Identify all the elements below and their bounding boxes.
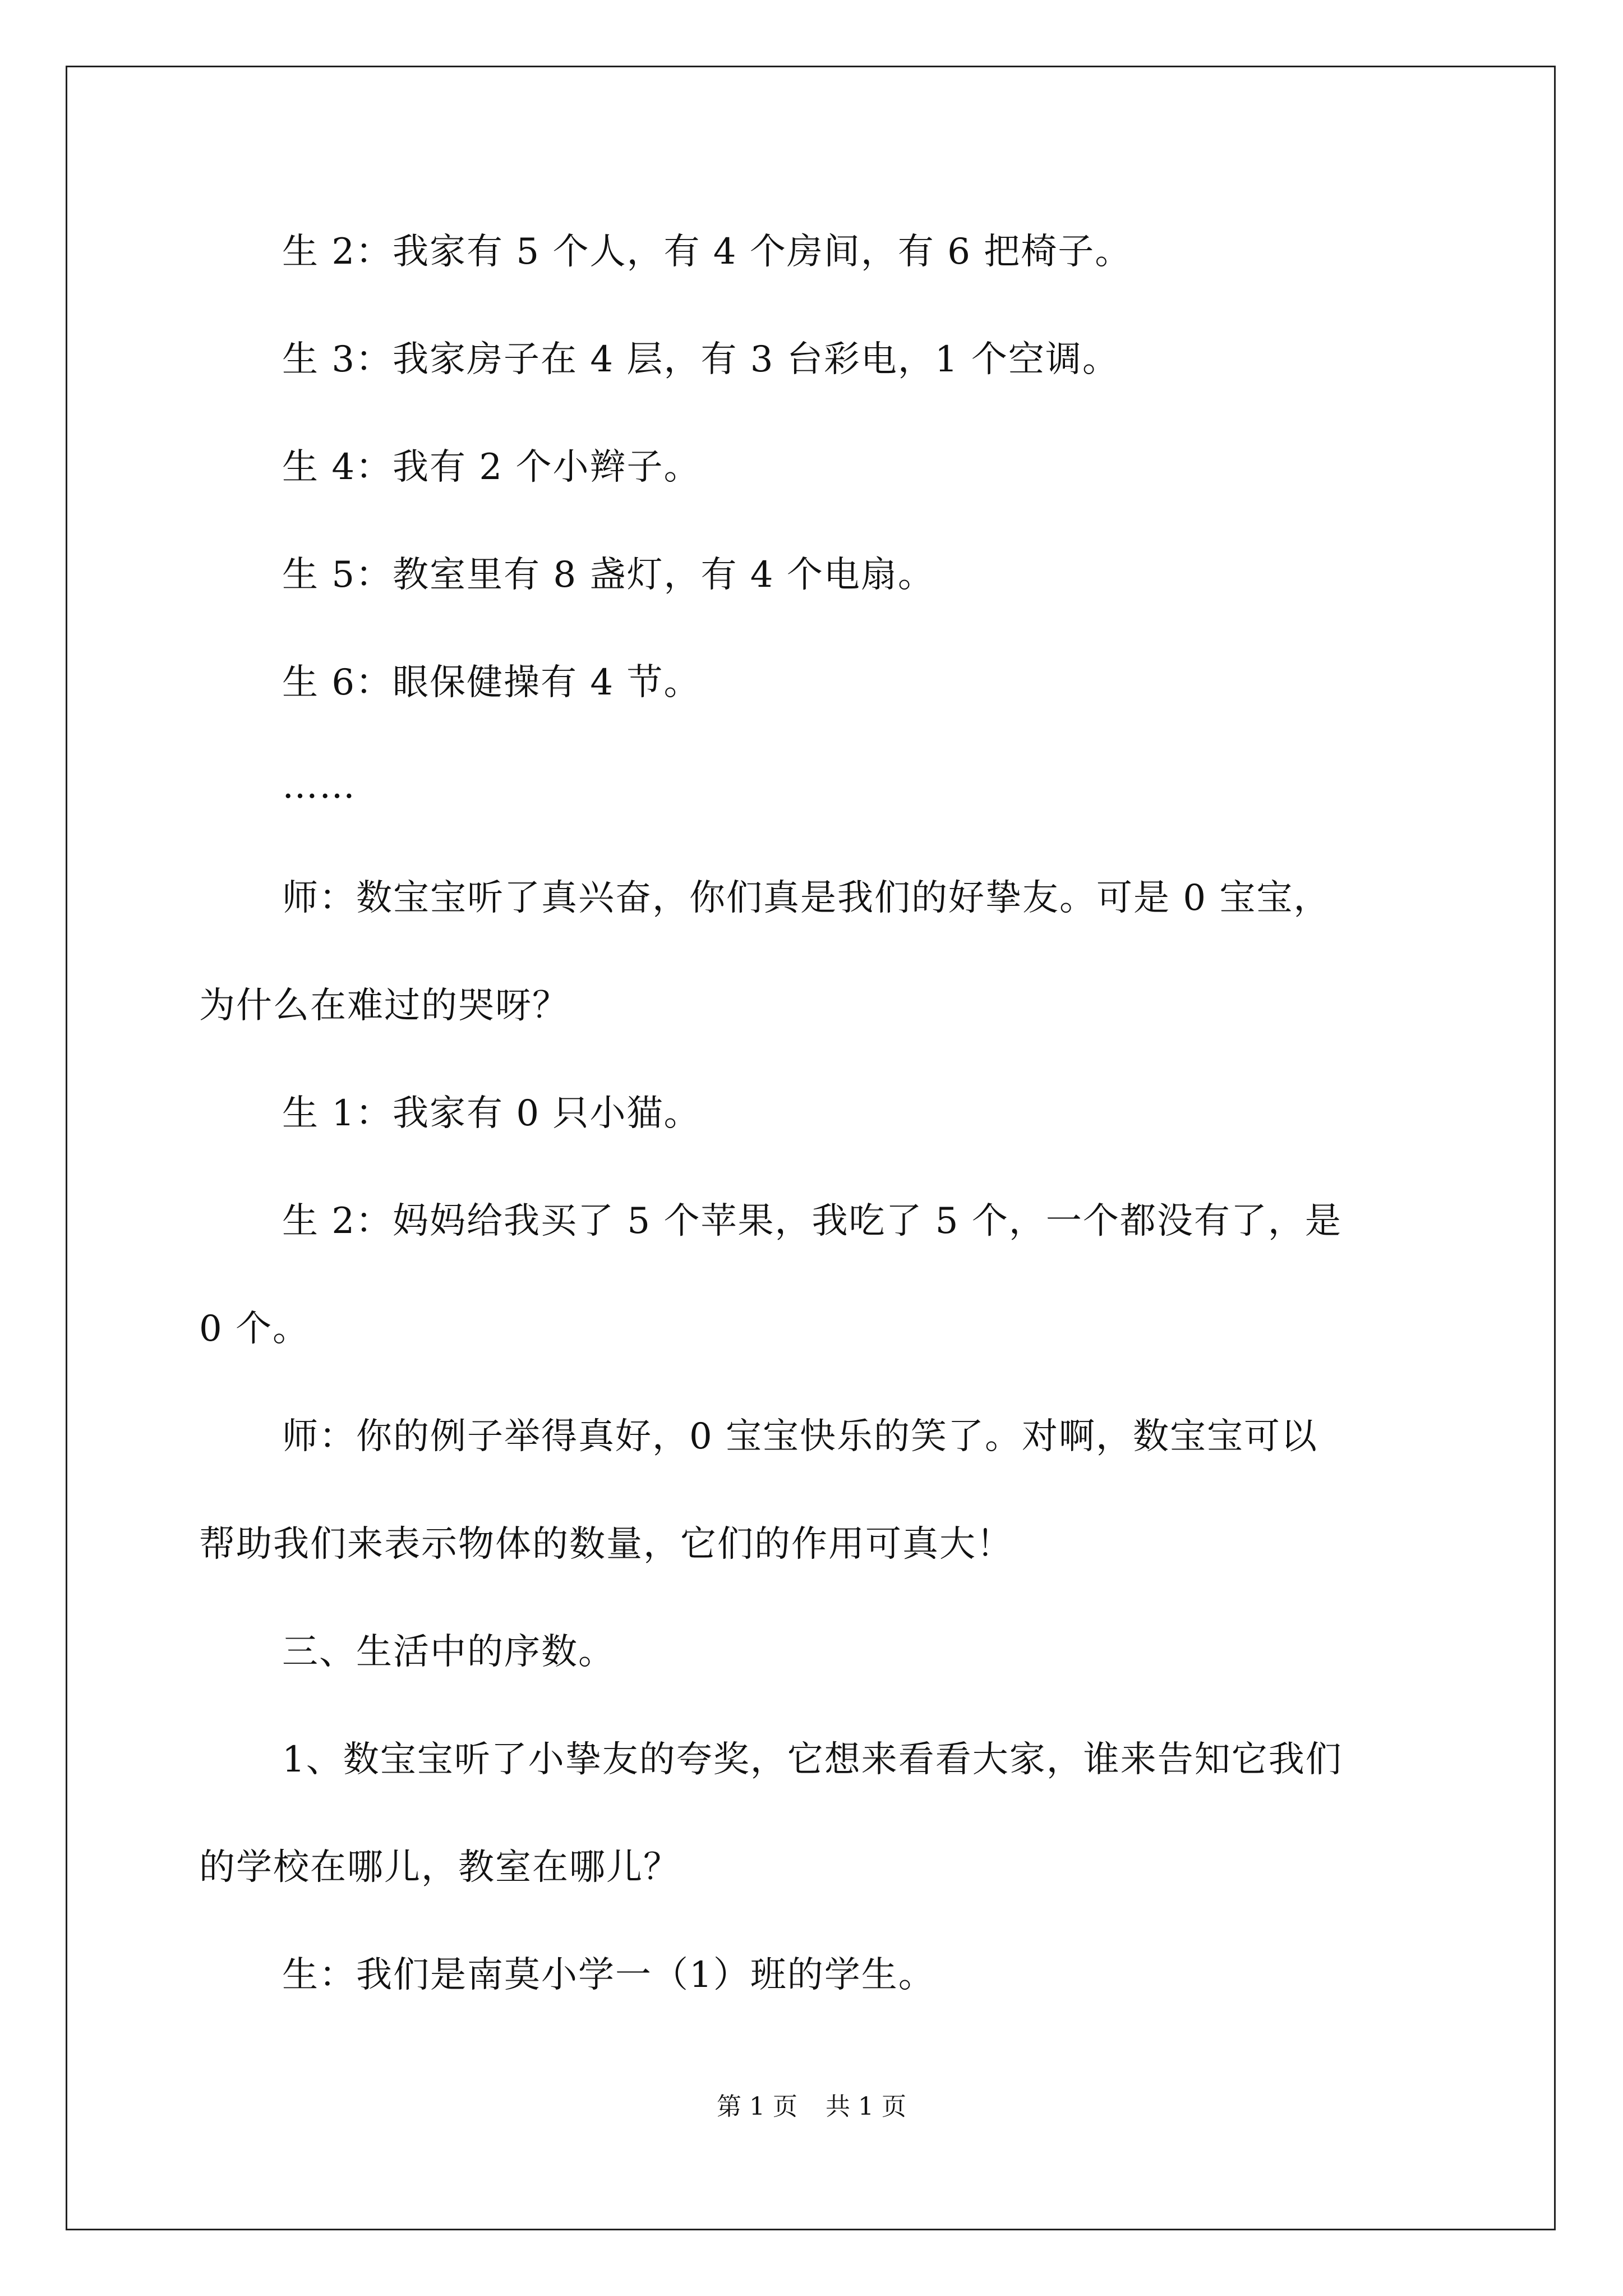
paragraph-line: 师：你的例子举得真好，0 宝宝快乐的笑了。对啊，数宝宝可以	[282, 1416, 1318, 1457]
paragraph-line: 生 2：妈妈给我买了 5 个苹果，我吃了 5 个，一个都没有了，是	[282, 1200, 1342, 1242]
page-total: 共 1 页	[826, 2092, 906, 2121]
paragraph-line: 生：我们是南莫小学一（1）班的学生。	[282, 1954, 935, 1996]
paragraph-line: 生 5：教室里有 8 盏灯，有 4 个电扇。	[282, 554, 935, 596]
page-number: 第 1 页	[717, 2092, 797, 2121]
paragraph-line: 0 个。	[199, 1308, 310, 1350]
paragraph-line: 生 3：我家房子在 4 层，有 3 台彩电，1 个空调。	[282, 339, 1119, 380]
paragraph-line: 为什么在难过的哭呀？	[199, 985, 569, 1027]
paragraph-line: 师：数宝宝听了真兴奋，你们真是我们的好挚友。可是 0 宝宝，	[282, 877, 1331, 919]
paragraph-line: 生 2：我家有 5 个人，有 4 个房间，有 6 把椅子。	[282, 231, 1132, 273]
page-border	[66, 66, 1556, 2230]
paragraph-line: 生 4：我有 2 个小辫子。	[282, 447, 701, 488]
ellipsis-line: ……	[282, 765, 356, 807]
section-heading: 三、生活中的序数。	[282, 1631, 615, 1673]
page-footer	[0, 2090, 1623, 2124]
paragraph-line: 1、数宝宝听了小挚友的夸奖，它想来看看大家，谁来告知它我们	[282, 1739, 1343, 1780]
paragraph-line: 帮助我们来表示物体的数量，它们的作用可真大！	[199, 1524, 1013, 1565]
paragraph-line: 生 6：眼保健操有 4 节。	[282, 662, 701, 703]
paragraph-line: 的学校在哪儿，教室在哪儿？	[199, 1847, 680, 1888]
paragraph-line: 生 1：我家有 0 只小猫。	[282, 1093, 701, 1134]
